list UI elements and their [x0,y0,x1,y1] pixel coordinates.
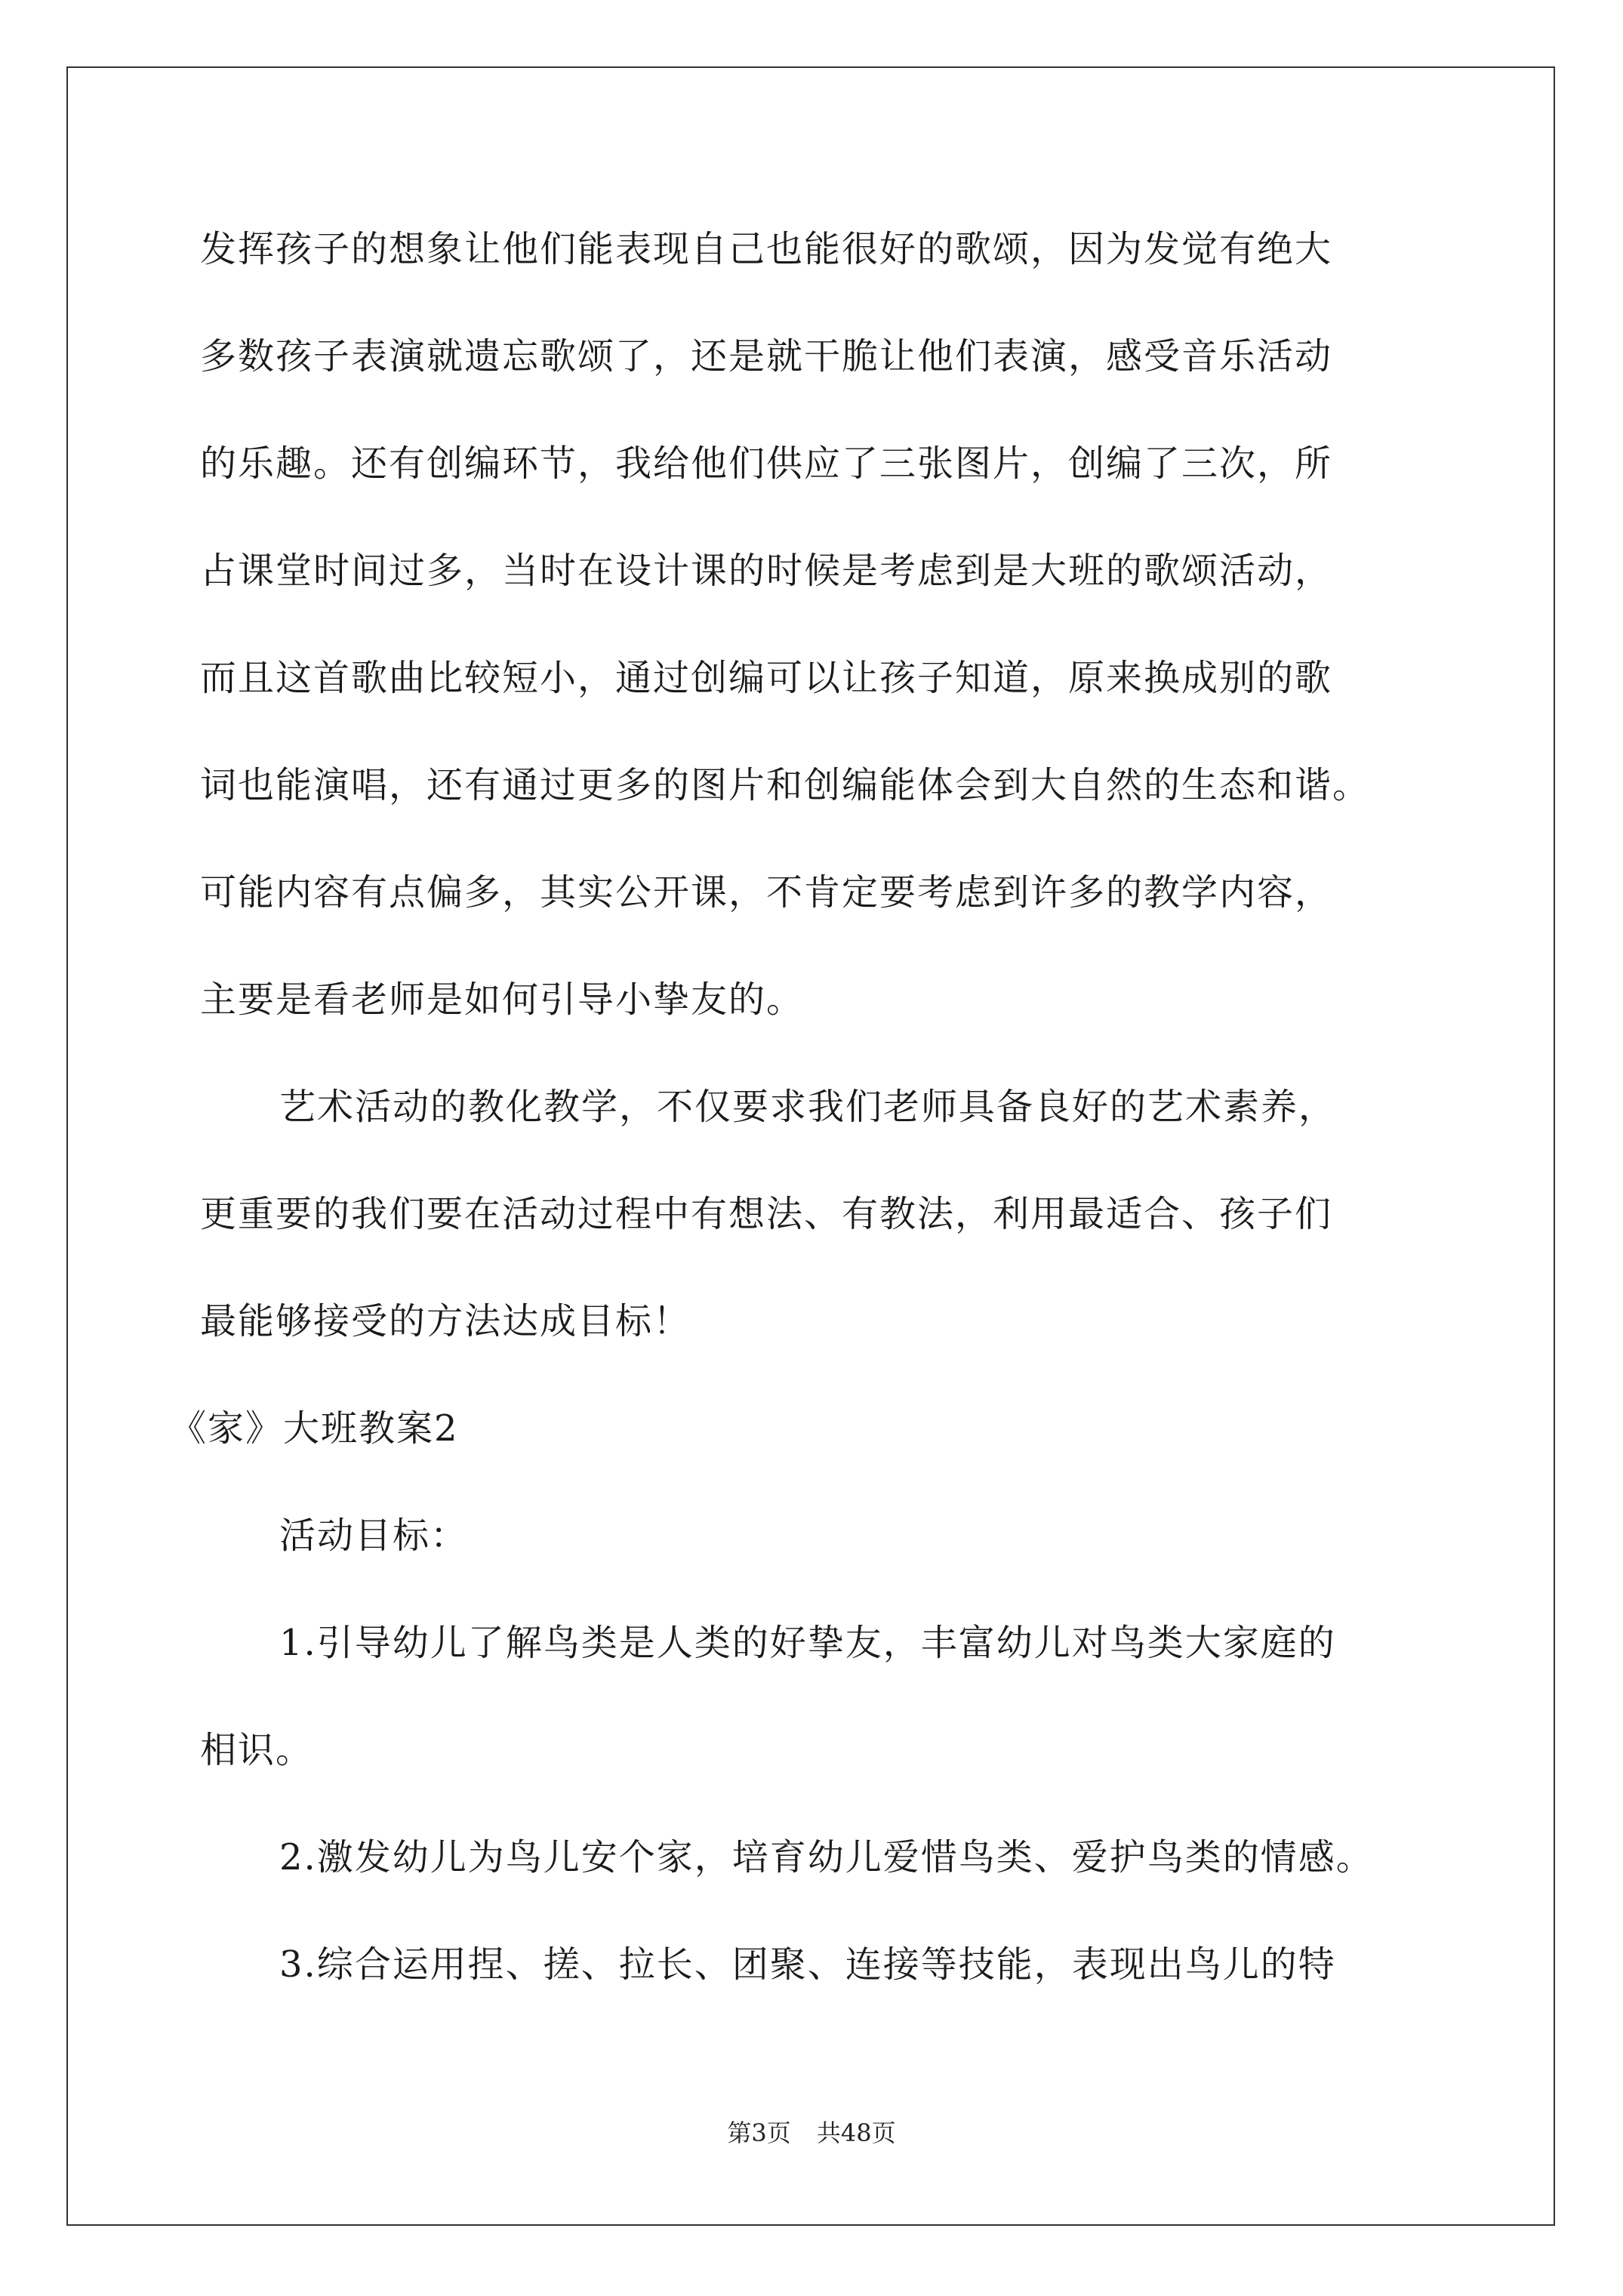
text-line: 2.激发幼儿为鸟儿安个家，培育幼儿爱惜鸟类、爱护鸟类的情感。 [279,1836,1374,1878]
text-line: 发挥孩子的想象让他们能表现自己也能很好的歌颂，因为发觉有绝大 [200,228,1333,270]
text-line: 多数孩子表演就遗忘歌颂了，还是就干脆让他们表演，感受音乐活动 [200,335,1333,378]
text-line: 占课堂时间过多，当时在设计课的时候是考虑到是大班的歌颂活动， [200,550,1333,592]
page-border [66,66,1555,2226]
text-line: 更重要的我们要在活动过程中有想法、有教法，利用最适合、孩子们 [200,1193,1333,1235]
text-line: 相识。 [200,1729,314,1771]
text-line: 3.综合运用捏、搓、拉长、团聚、连接等技能，表现出鸟儿的特 [279,1943,1336,1986]
page-footer: 第3页 共48页 [727,2119,896,2147]
text-line: 词也能演唱，还有通过更多的图片和创编能体会到大自然的生态和谐。 [200,764,1371,806]
section-heading: 《家》大班教案2 [170,1407,459,1450]
text-line: 活动目标： [279,1515,469,1557]
text-line: 主要是看老师是如何引导小挚友的。 [200,978,805,1021]
text-line: 最能够接受的方法达成目标！ [200,1300,691,1342]
text-line: 可能内容有点偏多，其实公开课，不肯定要考虑到许多的教学内容， [200,871,1333,914]
text-line: 艺术活动的教化教学，不仅要求我们老师具备良好的艺术素养， [279,1086,1337,1128]
text-line: 1.引导幼儿了解鸟类是人类的好挚友，丰富幼儿对鸟类大家庭的 [279,1622,1336,1664]
text-line: 而且这首歌曲比较短小，通过创编可以让孩子知道，原来换成别的歌 [200,657,1333,699]
text-line: 的乐趣。还有创编环节，我给他们供应了三张图片，创编了三次，所 [200,442,1333,485]
